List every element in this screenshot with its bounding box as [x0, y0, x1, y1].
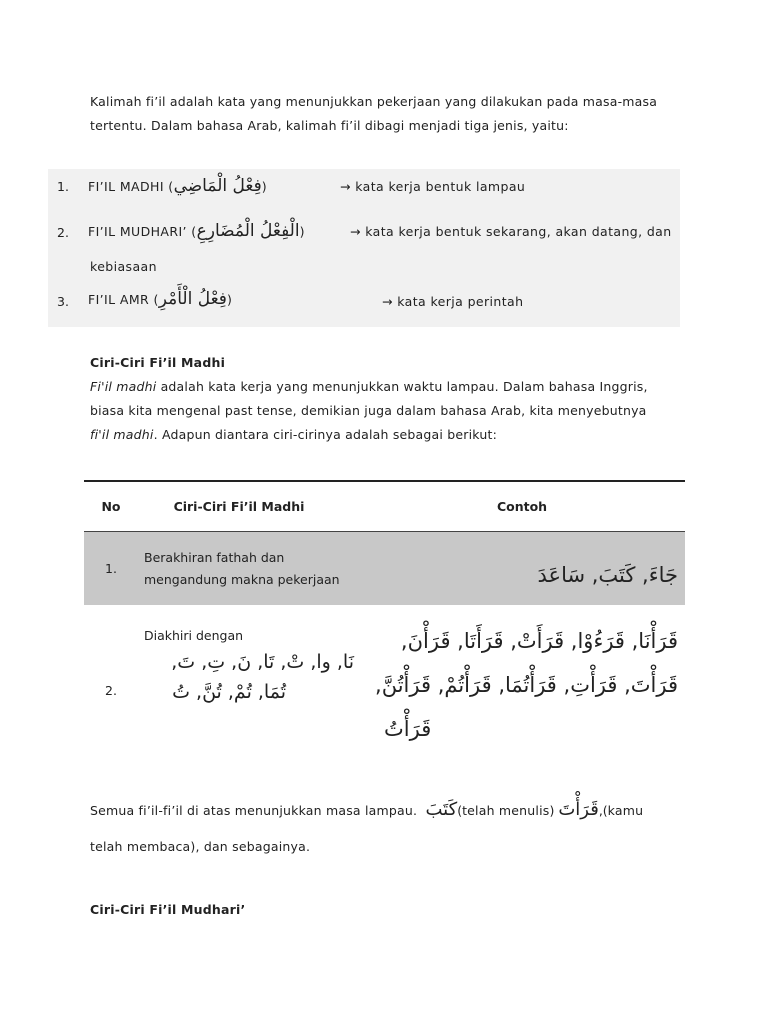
closing-text: Semua fi’il-fi’il di atas menunjukkan masa lampau.: [90, 803, 418, 818]
type-close: ): [261, 179, 267, 194]
type-description: → kata kerja bentuk lampau: [340, 179, 526, 194]
header-contoh: Contoh: [359, 481, 685, 532]
intro-paragraph: [90, 90, 682, 138]
ciri-arabic: تُمَا, تُمْ, تُنَّ, تُ: [172, 681, 286, 703]
section-heading-mudhari: Ciri-Ciri Fi’il Mudhari’: [90, 902, 246, 917]
type-arabic: فِعْلُ الْأَمْرِ: [158, 289, 227, 309]
ciri-text: Diakhiri dengan: [144, 628, 244, 643]
type-arabic: فِعْلُ الْمَاضِي: [173, 176, 262, 196]
row-number: 2.: [84, 605, 138, 776]
italic-term: fi'il madhi: [90, 427, 154, 442]
contoh-arabic: قَرَأْتَ, قَرَأْتِ, قَرَأْتُمَا, قَرَأْتُمْ, قَرَأْتُنَّ,: [375, 673, 678, 697]
table-header-row: [84, 481, 685, 532]
madhi-paragraph: [90, 375, 682, 447]
section-heading-madhi: Ciri-Ciri Fi’il Madhi: [90, 355, 226, 370]
ciri-cell: [138, 605, 359, 776]
contoh-cell: [359, 605, 685, 776]
closing-arabic: كَتَبَ: [425, 799, 458, 820]
contoh-cell: [359, 532, 685, 606]
list-item-madhi: [88, 176, 267, 196]
contoh-arabic: جَاءَ, كَتَبَ, سَاعَدَ: [537, 562, 678, 587]
header-no: No: [84, 481, 138, 532]
row-number: 1.: [84, 532, 138, 606]
contoh-arabic: قَرَأْنَا, قَرَءُوْا, قَرَأَتْ, قَرَأَتَا, قَرَأْنَ,: [400, 629, 678, 653]
contoh-arabic: قَرَأْتُ: [384, 717, 432, 741]
closing-arabic: قَرَأْتَ: [558, 799, 599, 820]
paragraph-text: . Adapun diantara ciri-cirinya adalah sebagai berikut:: [153, 427, 497, 442]
ciri-cell: [138, 532, 359, 606]
intro-line-2: tertentu. Dalam bahasa Arab, kalimah fi’il dibagi menjadi tiga jenis, yaitu:: [90, 118, 569, 133]
type-description: → kata kerja bentuk sekarang, akan datang, dan: [350, 224, 672, 239]
closing-text: ,(kamu: [598, 803, 644, 818]
closing-paragraph: [90, 792, 682, 865]
list-item-amr: [88, 289, 232, 309]
ciri-text: Berakhiran fathah dan: [144, 549, 285, 565]
type-label: FI’IL MUDHARI’ (: [88, 224, 197, 239]
header-ciri: Ciri-Ciri Fi’il Madhi: [138, 481, 359, 532]
type-arabic: الْفِعْلُ الْمُضَارِعِ: [196, 221, 300, 241]
italic-term: Fi'il madhi: [90, 379, 157, 394]
paragraph-line: biasa kita mengenal past tense, demikian juga dalam bahasa Arab, kita menyebutnya: [90, 403, 647, 418]
ciri-arabic: نَا, وا, تْ, تَا, نَ, تِ, تَ,: [171, 651, 354, 673]
closing-text: (telah menulis): [457, 803, 555, 818]
ciri-text: mengandung makna pekerjaan: [144, 571, 340, 587]
intro-line-1: Kalimah fi’il adalah kata yang menunjukkan pekerjaan yang dilakukan pada masa-masa: [90, 94, 658, 109]
type-description-cont: kebiasaan: [90, 259, 157, 274]
type-label: FI’IL MADHI (: [88, 179, 174, 194]
list-number: 2.: [57, 225, 69, 240]
type-close: ): [299, 224, 305, 239]
ciri-madhi-table: [84, 480, 685, 776]
type-close: ): [226, 292, 233, 307]
table-row: [84, 605, 685, 776]
table-row: [84, 532, 685, 606]
list-number: 1.: [57, 179, 69, 194]
type-label: FI’IL AMR (: [88, 292, 159, 307]
paragraph-text: adalah kata kerja yang menunjukkan waktu lampau. Dalam bahasa Inggris,: [156, 379, 648, 394]
closing-text: telah membaca), dan sebagainya.: [90, 839, 311, 854]
list-item-mudhari: [88, 221, 305, 241]
type-description: → kata kerja perintah: [382, 294, 524, 309]
list-number: 3.: [57, 294, 69, 309]
